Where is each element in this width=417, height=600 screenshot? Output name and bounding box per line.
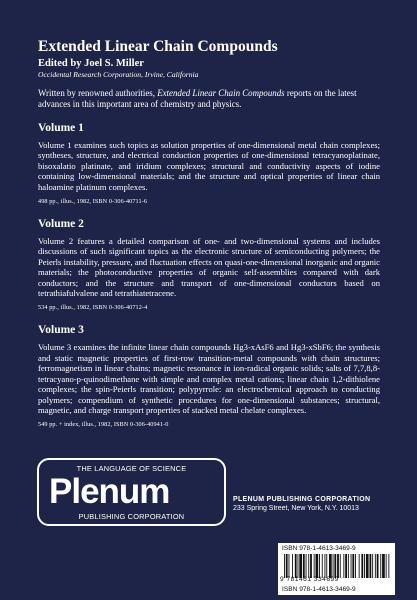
volume-2 [38,218,380,312]
volume-description: Volume 2 features a detailed comparison of one- and two-dimensional systems and includes discussions of such significant topics as the electronic structure of semiconducting polymers; the Peierls instability, pressure, and fluctuation effects on quasi-one-dimensional inorganic and organic materials; the photoconductive properties of organic self-assemblies compared with dark conductors; and the structure and transport of one-dimensional conductors based on tetrathiafulvalene and tetrathiatetracene. [38,236,380,299]
volume-heading: Volume 1 [38,122,84,134]
logo-wordmark: Plenum [49,472,170,511]
editor-line [38,58,380,70]
back-cover-text [38,38,380,429]
intro-after: reports on the latest advances in this important area of chemistry and physics. [38,88,357,109]
publisher-address: 233 Spring Street, New York, N.Y. 10013 [233,505,359,512]
volume-1 [38,122,380,206]
barcode-bars [282,554,391,578]
publisher-block [233,495,370,514]
volume-meta: 534 pp., illus., 1982, ISBN 0-306-40712-4 [38,304,148,312]
volume-heading: Volume 3 [38,324,84,337]
plenum-logo [37,458,226,526]
isbn-bottom-text: ISBN 978-1-4613-3469-9 [282,586,356,593]
barcode-label [278,543,395,595]
intro-paragraph [38,88,380,110]
editor-affiliation: Occidental Research Corporation, Irvine, California [38,70,199,79]
volume-heading: Volume 2 [38,218,84,231]
isbn-top-text: ISBN 978-1-4613-3469-9 [282,545,356,552]
intro-italic-title: Extended Linear Chain Compounds [157,88,285,98]
volume-description: Volume 1 examines such topics as solution properties of one-dimensional metal chain complexes; syntheses, structure, and electrical conduction properties of one-dimensional tetracyanoplatinate, bisoxalatio platinate, and iridium complexes; structural and conductivity aspects of iodine containing low-dimensional materials; and the structure and optical properties of linear chain haloamine platinum complexes. [38,140,380,192]
publisher-name: PLENUM PUBLISHING CORPORATION [233,496,371,503]
volume-meta: 549 pp. + index, illus., 1982, ISBN 0-306-40941-0 [38,421,169,429]
logo-tagline: THE LANGUAGE OF SCIENCE [76,464,187,473]
barcode-digits: 9 781461 334699 [280,576,339,583]
logo-subline: PUBLISHING CORPORATION [78,512,185,521]
book-title: Extended Linear Chain Compounds [38,38,278,55]
volume-description: Volume 3 examines the infinite linear chain compounds Hg3-xAsF6 and Hg3-xSbF6; the synthesis and static magnetic properties of first-row transition-metal compounds with chain structures; ferromagnetism in linear chains; magnetic resonance in ion-radical organic solids; salts of 7,7,8,8-tetracyano-p-quinodimethane with simple and complex metal cations; linear chain 1,2-dithiolene complexes; the spin-Peierls transition; polypyrrole: an electrochemical approach to conducting polymers; compendium of synthetic procedures for one-dimensional substances; structural, magnetic, and charge transport properties of stacked metal chelate complexes. [38,342,380,415]
edited-by-label: Edited by [38,58,82,69]
volume-3 [38,324,380,429]
editor-name: Joel S. Miller [84,58,144,69]
intro-before: Written by renowned authorities, [38,88,155,98]
volume-meta: 498 pp., illus., 1982, ISBN 0-306-40711-6 [38,198,148,206]
